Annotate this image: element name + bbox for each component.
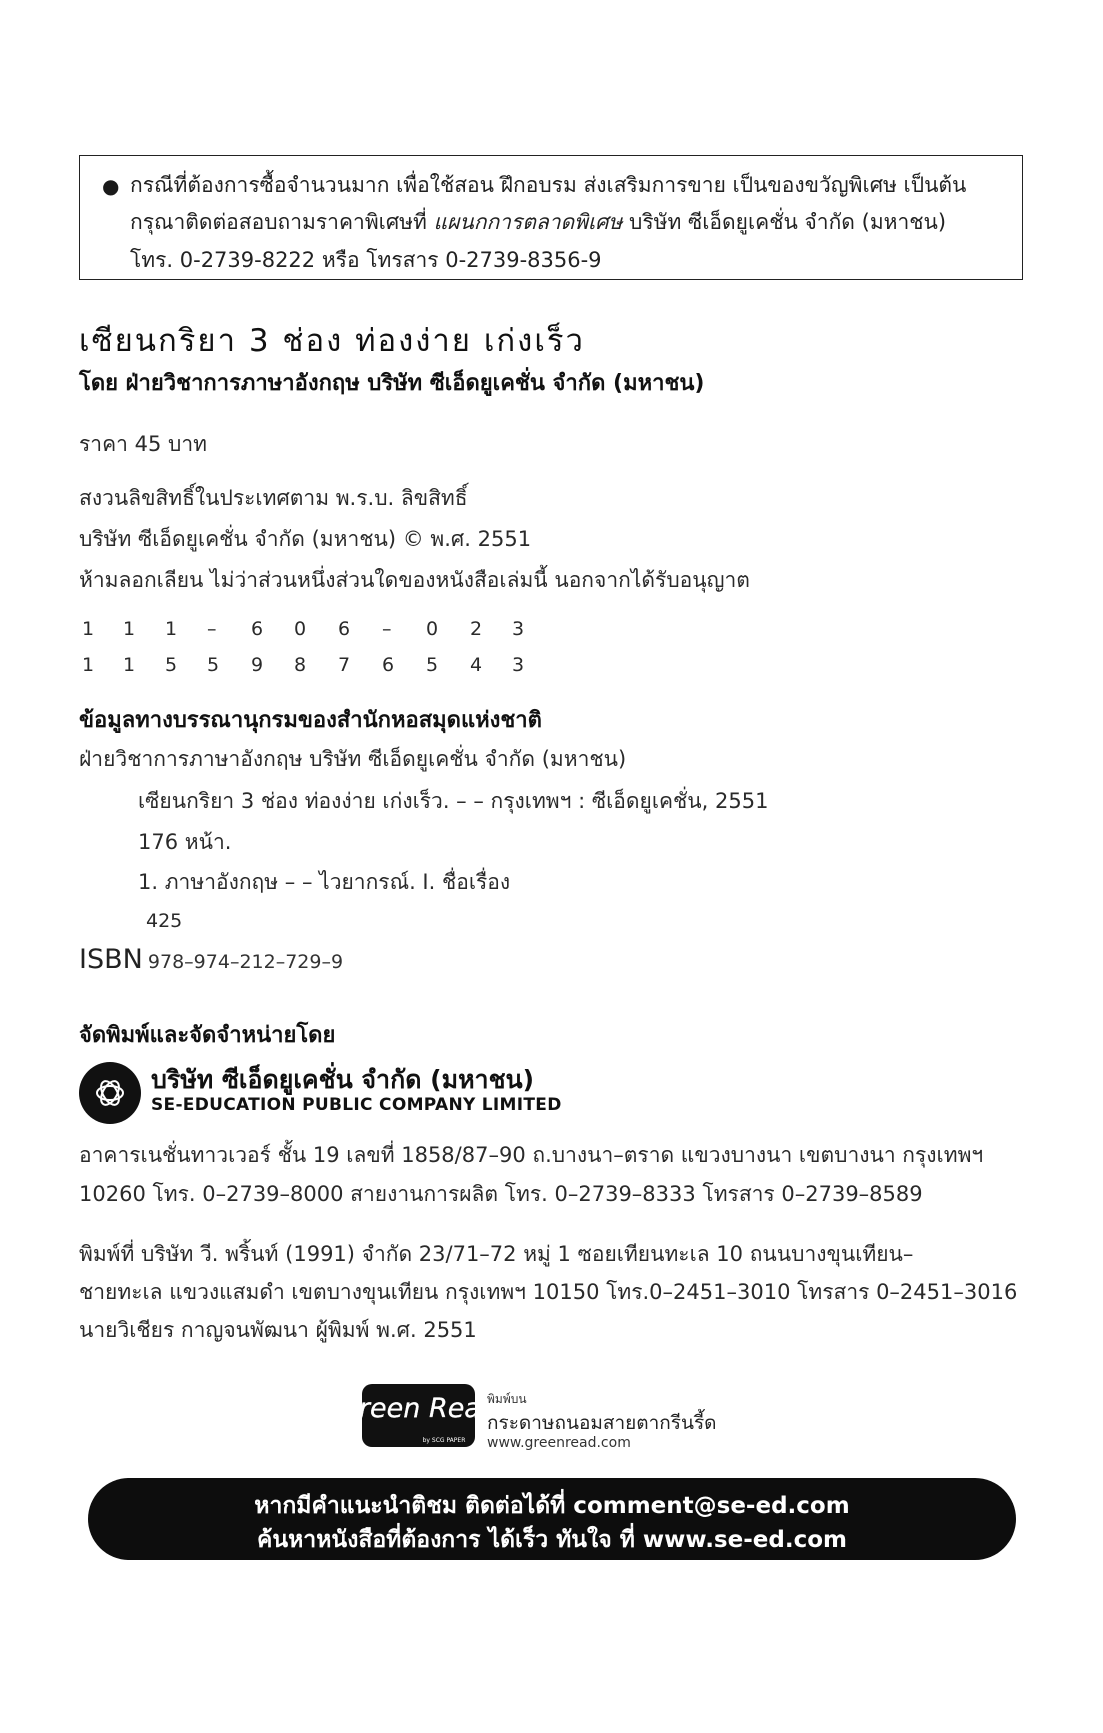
bullet-icon: ● bbox=[102, 174, 120, 198]
printed-on-label: พิมพ์บน bbox=[487, 1392, 527, 1406]
code-digit: 6 bbox=[251, 618, 264, 640]
code-digit: – bbox=[382, 618, 392, 640]
code-digit: 1 bbox=[82, 618, 95, 640]
publisher-address-1: อาคารเนชั่นทาวเวอร์ ชั้น 19 เลขที่ 1858/87–90 ถ.บางนา–ตราด แขวงบางนา เขตบางนา กรุงเทพฯ bbox=[79, 1143, 984, 1167]
code-digit: 7 bbox=[338, 654, 351, 676]
code-digit: – bbox=[207, 618, 217, 640]
green-read-logo-icon bbox=[338, 1384, 498, 1447]
copyright-line-2: บริษัท ซีเอ็ดยูเคชั่น จำกัด (มหาชน) © พ.ศ. 2551 bbox=[79, 527, 532, 551]
code-digit: 5 bbox=[165, 654, 178, 676]
code-digit: 1 bbox=[165, 618, 178, 640]
notice-company: บริษัท ซีเอ็ดยูเคชั่น จำกัด (มหาชน) bbox=[622, 210, 947, 234]
notice-line-2 bbox=[130, 206, 946, 239]
publisher-name-english: SE-EDUCATION PUBLIC COMPANY LIMITED bbox=[151, 1095, 562, 1115]
publisher-heading: จัดพิมพ์และจัดจำหน่ายโดย bbox=[79, 1023, 336, 1048]
special-marketing-dept: แผนกการตลาดพิเศษ bbox=[433, 210, 623, 234]
copyright-line-3: ห้ามลอกเลียน ไม่ว่าส่วนหนึ่งส่วนใดของหนังสือเล่มนี้ นอกจากได้รับอนุญาต bbox=[79, 568, 750, 592]
catalog-pages: 176 หน้า. bbox=[138, 830, 232, 854]
catalog-subject: 1. ภาษาอังกฤษ – – ไวยากรณ์. I. ชื่อเรื่อง bbox=[138, 870, 511, 894]
catalog-heading: ข้อมูลทางบรรณานุกรมของสำนักหอสมุดแห่งชาติ bbox=[79, 708, 542, 733]
green-read-paper: กระดาษถนอมสายตากรีนรี้ด bbox=[487, 1412, 717, 1434]
code-digit: 6 bbox=[338, 618, 351, 640]
printer-line-2: ชายทะเล แขวงแสมดำ เขตบางขุนเทียน กรุงเทพฯ 10150 โทร.0–2451–3010 โทรสาร 0–2451–3016 bbox=[79, 1280, 1018, 1304]
special-order-notice bbox=[79, 155, 1023, 280]
code-digit: 0 bbox=[426, 618, 439, 640]
book-title: เซียนกริยา 3 ช่อง ท่องง่าย เก่งเร็ว bbox=[79, 323, 585, 359]
code-digit: 9 bbox=[251, 654, 264, 676]
code-digit: 0 bbox=[294, 618, 307, 640]
contact-banner bbox=[88, 1478, 1016, 1560]
code-digit: 5 bbox=[207, 654, 220, 676]
printer-line-3: นายวิเชียร กาญจนพัฒนา ผู้พิมพ์ พ.ศ. 2551 bbox=[79, 1318, 477, 1342]
catalog-author: ฝ่ายวิชาการภาษาอังกฤษ บริษัท ซีเอ็ดยูเคชั่น จำกัด (มหาชน) bbox=[79, 747, 627, 771]
book-byline: โดย ฝ่ายวิชาการภาษาอังกฤษ บริษัท ซีเอ็ดยูเคชั่น จำกัด (มหาชน) bbox=[79, 371, 705, 396]
se-ed-logo-icon bbox=[79, 1062, 141, 1124]
code-digit: 3 bbox=[512, 654, 525, 676]
code-digit: 3 bbox=[512, 618, 525, 640]
catalog-entry: เซียนกริยา 3 ช่อง ท่องง่าย เก่งเร็ว. – – กรุงเทพฯ : ซีเอ็ดยูเคชั่น, 2551 bbox=[138, 789, 769, 813]
publisher-name-thai: บริษัท ซีเอ็ดยูเคชั่น จำกัด (มหาชน) bbox=[151, 1065, 535, 1094]
green-read-url: www.greenread.com bbox=[487, 1435, 631, 1451]
notice-line-2-text: กรุณาติดต่อสอบถามราคาพิเศษที่ bbox=[130, 210, 434, 234]
printer-line-1: พิมพ์ที่ บริษัท วี. พริ้นท์ (1991) จำกัด 23/71–72 หมู่ 1 ซอยเทียนทะเล 10 ถนนบางขุนเทียน– bbox=[79, 1242, 914, 1266]
code-digit: 4 bbox=[470, 654, 483, 676]
code-digit: 1 bbox=[82, 654, 95, 676]
green-read-logo-sub: by SCG PAPER bbox=[422, 1437, 466, 1444]
notice-phone: โทร. 0-2739-8222 หรือ โทรสาร 0-2739-8356-9 bbox=[130, 248, 602, 272]
banner-line-2: ค้นหาหนังสือที่ต้องการ ได้เร็ว ทันใจ ที่ www.se-ed.com bbox=[257, 1527, 847, 1553]
code-row-2 bbox=[0, 654, 1103, 680]
isbn-number: 978–974–212–729–9 bbox=[147, 951, 344, 973]
isbn-label: ISBN bbox=[79, 944, 143, 975]
green-read-logo-text: Green Read bbox=[338, 1393, 498, 1424]
code-digit: 1 bbox=[123, 618, 136, 640]
code-digit: 6 bbox=[382, 654, 395, 676]
code-digit: 5 bbox=[426, 654, 439, 676]
copyright-line-1: สงวนลิขสิทธิ์ในประเทศตาม พ.ร.บ. ลิขสิทธิ์ bbox=[79, 486, 468, 510]
price: ราคา 45 บาท bbox=[79, 432, 207, 456]
publisher-address-2: 10260 โทร. 0–2739–8000 สายงานการผลิต โทร. 0–2739–8333 โทรสาร 0–2739–8589 bbox=[79, 1182, 923, 1206]
code-row-1 bbox=[0, 618, 1103, 644]
code-digit: 1 bbox=[123, 654, 136, 676]
code-digit: 2 bbox=[470, 618, 483, 640]
banner-line-1: หากมีคำแนะนำติชม ติดต่อได้ที่ comment@se-ed.com bbox=[254, 1493, 850, 1519]
catalog-class-number: 425 bbox=[146, 910, 183, 932]
code-digit: 8 bbox=[294, 654, 307, 676]
isbn bbox=[79, 944, 343, 975]
notice-line-1: กรณีที่ต้องการซื้อจำนวนมาก เพื่อใช้สอน ฝึกอบรม ส่งเสริมการขาย เป็นของขวัญพิเศษ เป็นต้น bbox=[130, 173, 967, 197]
